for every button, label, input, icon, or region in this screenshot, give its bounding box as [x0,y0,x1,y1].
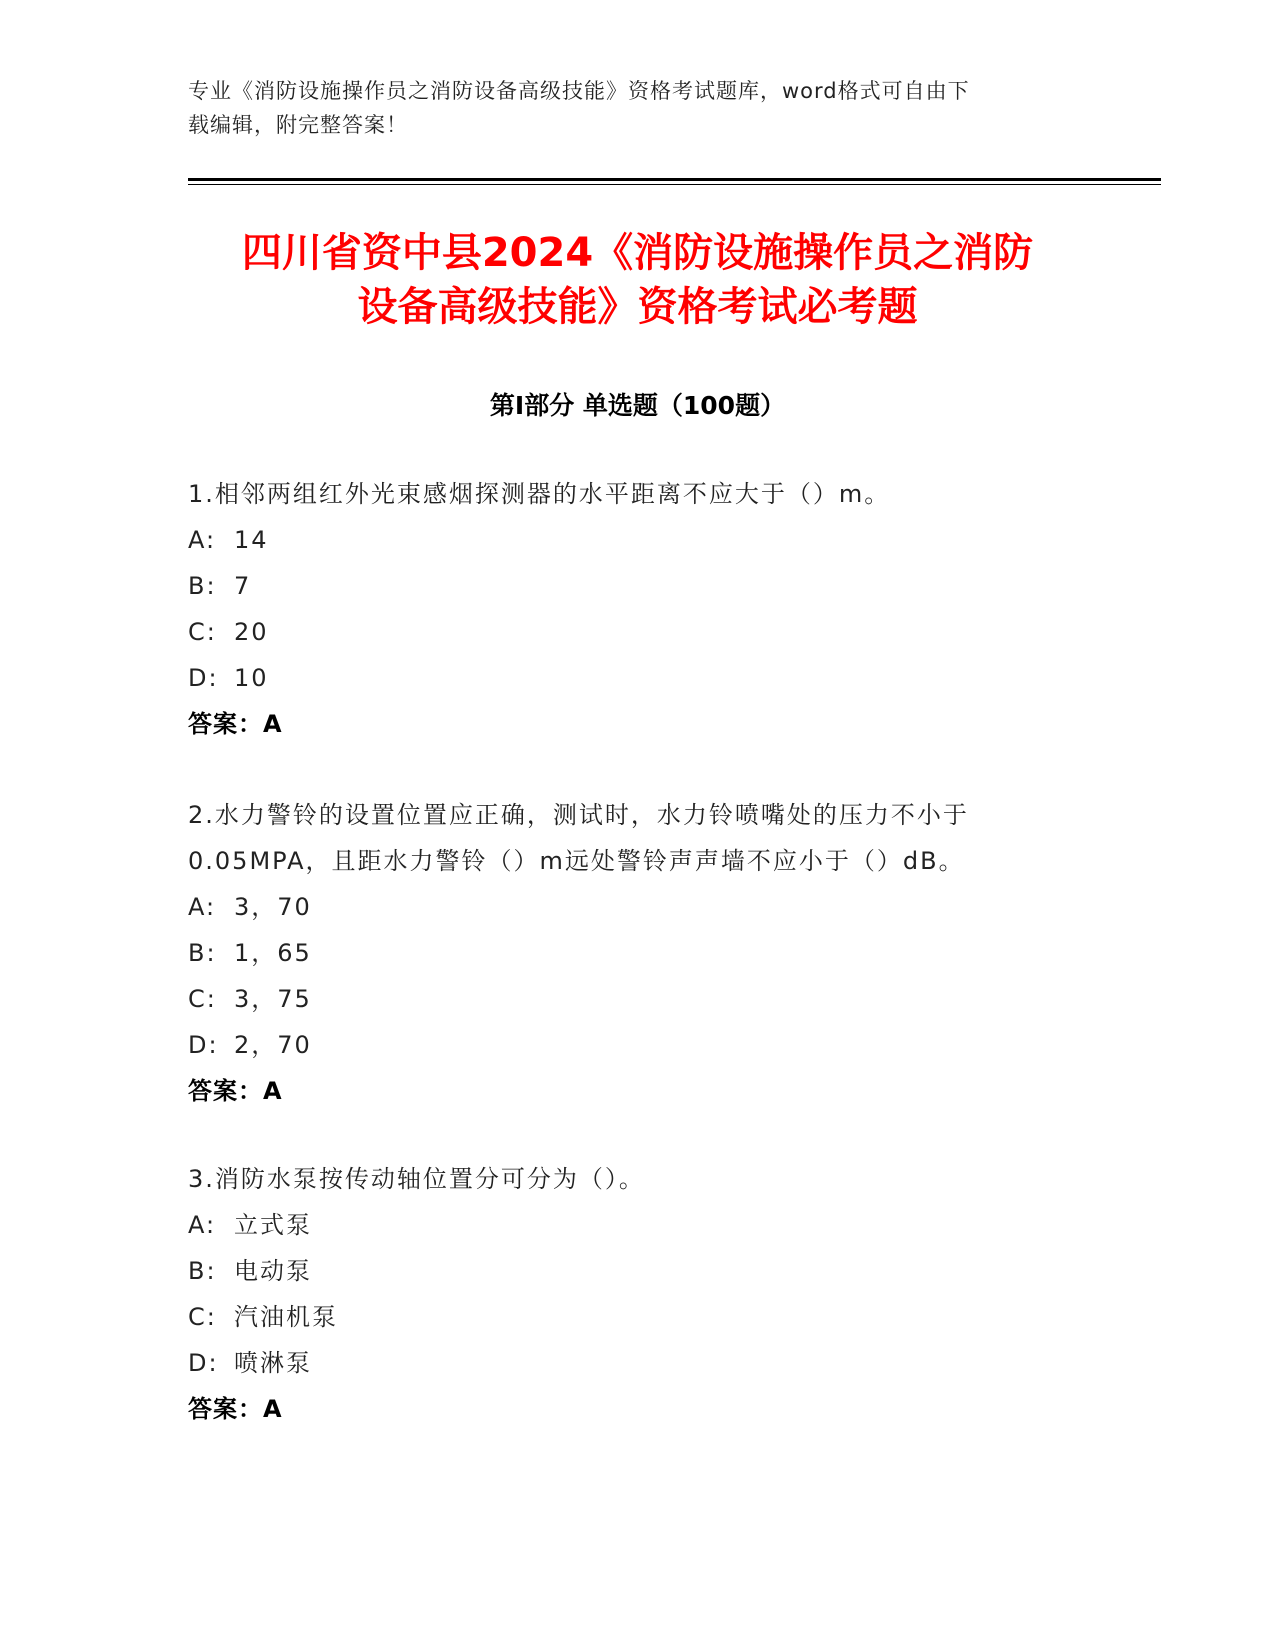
option-c [188,1294,1088,1340]
option-key: D: [188,1349,219,1377]
option-text: 1，65 [234,939,312,967]
option-text: 3，70 [234,893,312,921]
option-key: B: [188,1257,217,1285]
option-text: 喷淋泵 [234,1349,312,1377]
option-key: C: [188,1303,217,1331]
header-note-line-1: 专业《消防设施操作员之消防设备高级技能》资格考试题库，word格式可自由下 [188,79,970,103]
option-text: 2，70 [234,1031,312,1059]
option-text: 立式泵 [234,1211,312,1239]
option-text: 3，75 [234,985,312,1013]
option-text: 14 [234,526,269,554]
option-text: 20 [234,618,269,646]
header-divider-thick [188,178,1161,181]
option-d [188,655,1088,701]
option-a [188,517,1088,563]
answer-label: 答案：A [188,1077,283,1105]
question-stem-line-1: 2.水力警铃的设置位置应正确，测试时，水力铃喷嘴处的压力不小于 [188,801,969,829]
question-stem-line-2: 0.05MPA，且距水力警铃（）m远处警铃声声墙不应小于（）dB。 [188,847,965,875]
header-divider-thin [188,184,1161,185]
answer-label: 答案：A [188,1395,283,1423]
option-key: B: [188,572,217,600]
option-key: D: [188,1031,219,1059]
option-key: A: [188,893,217,921]
option-b [188,563,1088,609]
option-key: A: [188,526,217,554]
option-a [188,1202,1088,1248]
question-stem: 1.相邻两组红外光束感烟探测器的水平距离不应大于（）m。 [188,480,891,508]
option-a [188,884,1088,930]
option-text: 汽油机泵 [234,1303,338,1331]
option-text: 7 [234,572,252,600]
header-note [188,74,1088,142]
document-title [150,226,1125,334]
option-b [188,930,1088,976]
question-3 [188,1156,1088,1432]
option-key: D: [188,664,219,692]
option-key: C: [188,985,217,1013]
document-title-line-1: 四川省资中县2024《消防设施操作员之消防 [241,230,1034,276]
question-2 [188,792,1088,1114]
option-c [188,976,1088,1022]
option-d [188,1340,1088,1386]
option-key: A: [188,1211,217,1239]
option-c [188,609,1088,655]
header-note-line-2: 载编辑，附完整答案！ [188,113,408,137]
answer-label: 答案：A [188,710,283,738]
option-b [188,1248,1088,1294]
option-key: C: [188,618,217,646]
document-title-line-2: 设备高级技能》资格考试必考题 [357,284,918,330]
section-heading: 第Ⅰ部分 单选题（100题） [489,391,786,420]
option-key: B: [188,939,217,967]
option-text: 10 [234,664,269,692]
question-stem: 3.消防水泵按传动轴位置分可分为（）。 [188,1165,645,1193]
question-1 [188,471,1088,747]
option-d [188,1022,1088,1068]
option-text: 电动泵 [234,1257,312,1285]
